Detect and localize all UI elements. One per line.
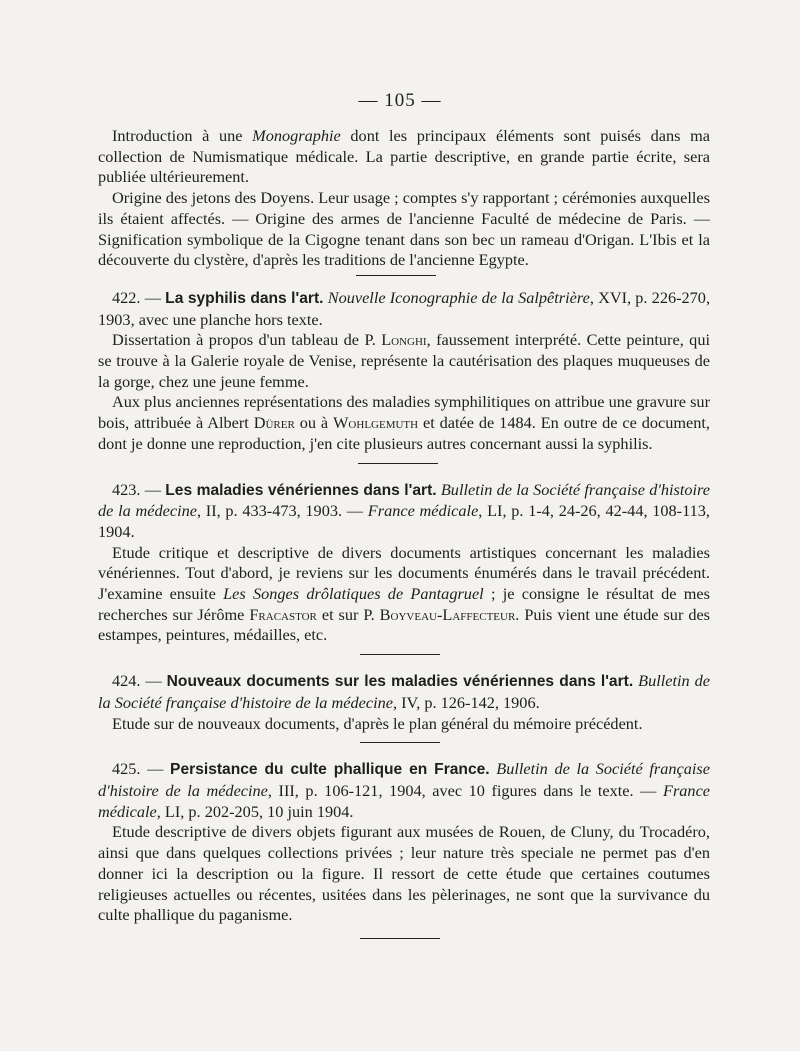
- entry-paragraph: Etude descriptive de divers objets figurant aux musées de Rouen, de Cluny, du Trocadéro, ainsi que dans quelques collections privées ; leur nature très speciale ne permet pas d'en donner ici la description ou la figure. Il ressort de cette étude que certaines coutumes religieuses actuelles ou récentes, usitées dans les pèlerinages, ne sont que la survivance du culte phallique du paganisme.: [98, 822, 710, 925]
- separator-rule: [360, 654, 440, 655]
- entry-heading: 425. — Persistance du culte phallique en France. Bulletin de la Société française d'histoire de la médecine, III, p. 106-121, 1904, avec 10 figures dans le texte. — France médicale, LI, p. 202-205, 10 juin 1904.: [98, 759, 711, 821]
- separator-rule: [356, 275, 436, 276]
- entry-heading: 422. — La syphilis dans l'art. Nouvelle Iconographie de la Salpêtrière, XVI, p. 226-270, 1903, avec une planche hors texte.: [98, 287, 711, 329]
- separator-rule: [360, 742, 440, 743]
- text-column: [98, 126, 710, 939]
- entry-425: [98, 759, 710, 926]
- entry-paragraph: Aux plus anciennes représentations des maladies symphilitiques on attribue une gravure sur bois, attribuée à Albert Dürer ou à Wohlgemuth et datée de 1484. En outre de ce document, dont je donne une reproduction, j'en cite plusieurs autres concernant aussi la syphilis.: [98, 392, 710, 453]
- separator-rule: [360, 938, 440, 939]
- entry-heading: 423. — Les maladies vénériennes dans l'art. Bulletin de la Société française d'histoire de la médecine, II, p. 433-473, 1903. — France médicale, LI, p. 1-4, 24-26, 42-44, 108-113, 1904.: [98, 479, 710, 541]
- entry-424: [98, 671, 710, 734]
- intro-paragraph-2: Origine des jetons des Doyens. Leur usage ; comptes s'y rapportant ; cérémonies auxquelles ils étaient affectés. — Origine des armes de l'ancienne Faculté de médecine de Paris. — Signification symbolique de la Cigogne tenant dans son bec un rameau d'Origan. L'Ibis et la découverte du clystère, d'après les traditions de l'ancienne Egypte.: [98, 188, 710, 270]
- separator-rule: [358, 463, 438, 464]
- entry-paragraph: Dissertation à propos d'un tableau de P. Longhi, faussement interprété. Cette peinture, qui se trouve à la Galerie royale de Venise, représente la cautérisation des plaques muqueuses de la gorge, chez une jeune femme.: [98, 330, 710, 391]
- entry-423: [98, 480, 710, 647]
- page-number: — 105 —: [358, 90, 442, 111]
- entry-paragraph: Etude critique et descriptive de divers documents artistiques concernant les maladies vénériennes. Tout d'abord, je reviens sur les documents énumérés dans le travail précédent. J'examine ensuite Les Songes drôlatiques de Pantagruel ; je consigne le résultat de mes recherches sur Jérôme Fracastor et sur P. Boyveau-Laffecteur. Puis vient une étude sur des estampes, peintures, médailles, etc.: [98, 542, 711, 645]
- entry-422: [98, 288, 710, 455]
- entry-heading: 424. — Nouveaux documents sur les maladies vénériennes dans l'art. Bulletin de la Société française d'histoire de la médecine, IV, p. 126-142, 1906.: [98, 671, 711, 712]
- entry-paragraph: Etude sur de nouveaux documents, d'après le plan général du mémoire précédent.: [112, 713, 643, 733]
- intro-paragraph-1: Introduction à une Monographie dont les principaux éléments sont puisés dans ma collection de Numismatique médicale. La partie descriptive, en grande partie écrite, sera publiée ultérieurement.: [98, 126, 710, 187]
